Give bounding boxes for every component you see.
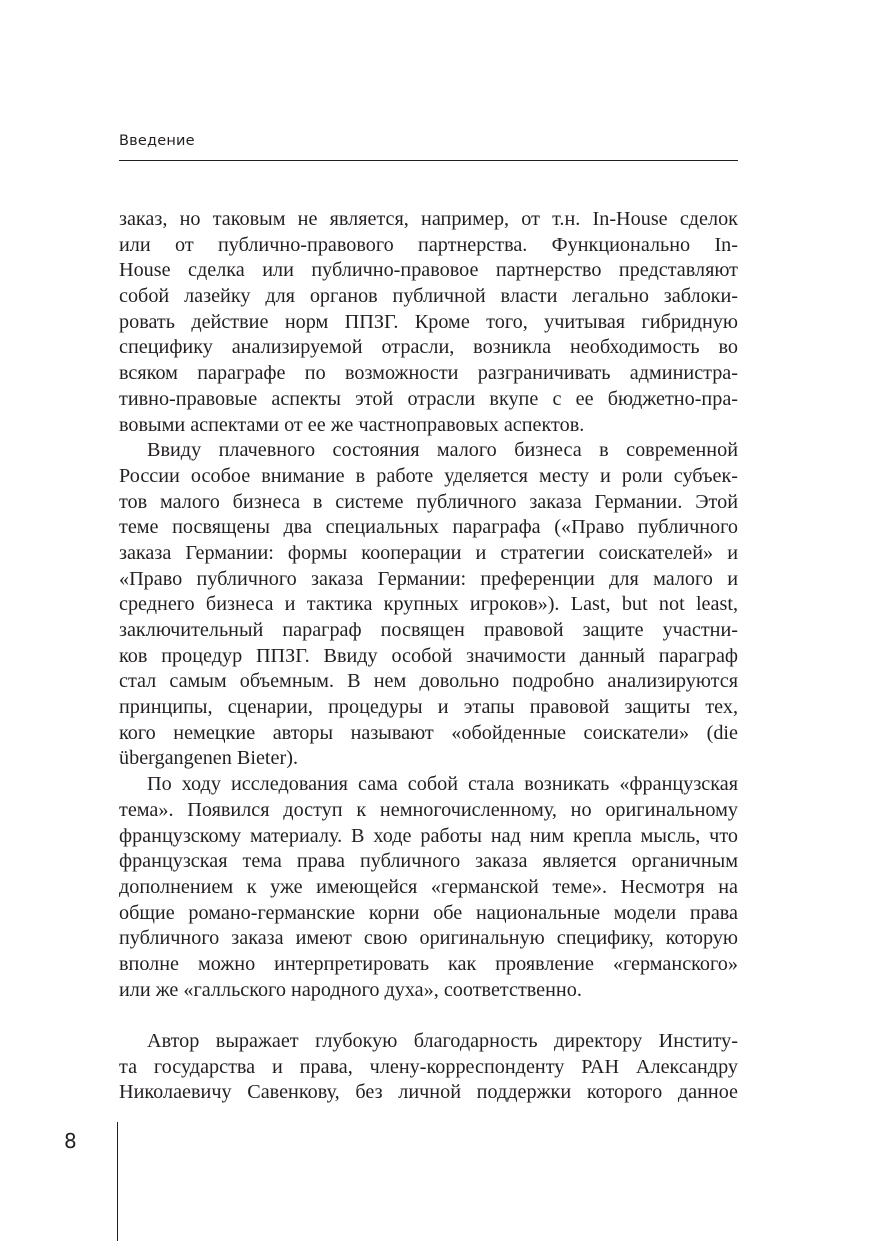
text-line: заказа Германии: формы кооперации и стратегии соискателей» и: [119, 541, 738, 564]
text-line: ровать действие норм ППЗГ. Кроме того, учитывая гибридную: [119, 310, 738, 333]
body-text: [119, 207, 738, 1106]
text-line: среднего бизнеса и тактика крупных игроков»). Last, but not least,: [119, 593, 738, 616]
text-line: французская тема права публичного заказа является органичным: [119, 850, 738, 873]
paragraph: [119, 438, 738, 772]
text-line: заказ, но таковым не является, например, от т.н. In-House сделок: [119, 208, 738, 230]
text-line: теме посвящены два специальных параграфа («Право публичного: [119, 516, 738, 539]
text-line: России особое внимание в работе уделяется месту и роли субъек-: [119, 464, 738, 487]
text-line: тов малого бизнеса в системе публичного заказа Германии. Этой: [119, 490, 738, 513]
margin-rule: [117, 1122, 118, 1241]
header-rule: [119, 160, 738, 161]
text-line: или же «галльского народного духа», соответственно.: [119, 978, 582, 1001]
text-line: общие романо-германские корни обе национальные модели права: [119, 901, 738, 924]
text-line: или от публично-правового партнерства. Функционально In-: [119, 233, 738, 256]
text-line: Автор выражает глубокую благодарность директору Институ-: [147, 1030, 738, 1052]
text-line: По ходу исследования сама собой стала возникать «французская: [147, 773, 738, 796]
text-line: собой лазейку для органов публичной власти легально заблоки-: [119, 285, 738, 308]
paragraph: [119, 207, 738, 438]
text-line: House сделка или публично-правовое партнерство представляют: [119, 259, 738, 282]
text-line: тивно-правовые аспекты этой отрасли вкупе с ее бюджетно-пра-: [119, 387, 738, 410]
text-line: публичного заказа имеют свою оригинальную специфику, которую: [119, 927, 738, 950]
running-head: Введение: [119, 133, 195, 149]
text-line: стал самым объемным. В нем довольно подробно анализируются: [119, 670, 738, 693]
text-line: та государства и права, члену-корреспонденту РАН Александру: [119, 1055, 738, 1078]
text-line: übergangenen Bieter).: [119, 747, 298, 770]
text-line: заключительный параграф посвящен правовой защите участни-: [119, 619, 738, 641]
text-line: принципы, сценарии, процедуры и этапы правовой защиты тех,: [119, 696, 738, 719]
text-line: всяком параграфе по возможности разграничивать администра-: [119, 362, 738, 385]
paragraph: [119, 1029, 738, 1106]
page-number: 8: [64, 1129, 77, 1153]
text-line: «Право публичного заказа Германии: преференции для малого и: [119, 567, 738, 590]
paragraph: [119, 772, 738, 1003]
text-line: кого немецкие авторы называют «обойденные соискатели» (die: [119, 721, 738, 744]
text-line: ков процедур ППЗГ. Ввиду особой значимости данный параграф: [119, 644, 738, 667]
text-line: специфику анализируемой отрасли, возникла необходимость во: [119, 336, 738, 359]
text-line: Николаевичу Савенкову, без личной поддержки которого данное: [119, 1081, 738, 1104]
paragraph-gap: [119, 1003, 738, 1029]
text-line: вовыми аспектами от ее же частноправовых аспектов.: [119, 413, 585, 436]
text-line: Ввиду плачевного состояния малого бизнеса в современной: [147, 439, 738, 462]
text-line: вполне можно интерпретировать как проявление «германского»: [119, 952, 738, 975]
text-line: французскому материалу. В ходе работы над ним крепла мысль, что: [119, 824, 738, 847]
text-line: дополнением к уже имеющейся «германской теме». Несмотря на: [119, 875, 738, 898]
text-line: тема». Появился доступ к немногочисленному, но оригинальному: [119, 798, 738, 821]
